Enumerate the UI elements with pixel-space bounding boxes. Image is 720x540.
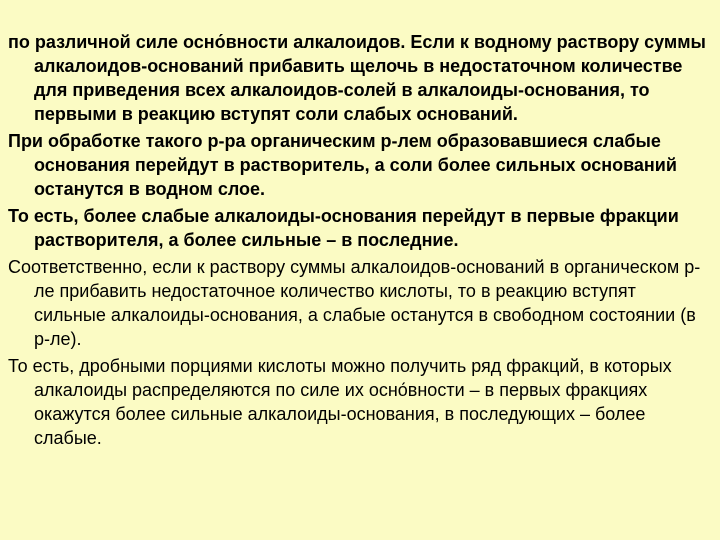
paragraph-organic-solvent-treatment: При обработке такого р-ра органическим р-лем образовавшиеся слабые основания перейдут в растворитель, а соли более сильных оснований останутся в водном слое. [8, 131, 677, 199]
paragraph-basicity-alkali: по различной силе осно́вности алкалоидов. Если к водному раствору суммы алкалоидов-оснований прибавить щелочь в недостаточном количестве для приведения всех алкалоидов-солей в алкалоиды-основания, то первыми в реакцию вступят соли слабых оснований. [8, 32, 706, 124]
paragraph-fractional-acid: То есть, дробными порциями кислоты можно получить ряд фракций, в которых алкалоиды распределяются по силе их осно́вности – в первых фракциях окажутся более сильные алкалоиды-основания, в последующих – более слабые. [8, 356, 672, 448]
slide-body [8, 30, 708, 450]
paragraph-weak-bases-first: То есть, более слабые алкалоиды-основания перейдут в первые фракции растворителя, а более сильные – в последние. [8, 206, 679, 250]
paragraph-acid-addition: Соответственно, если к раствору суммы алкалоидов-оснований в органическом р-ле прибавить недостаточное количество кислоты, то в реакцию вступят сильные алкалоиды-основания, а слабые останутся в свободном состоянии (в р-ле). [8, 257, 701, 349]
